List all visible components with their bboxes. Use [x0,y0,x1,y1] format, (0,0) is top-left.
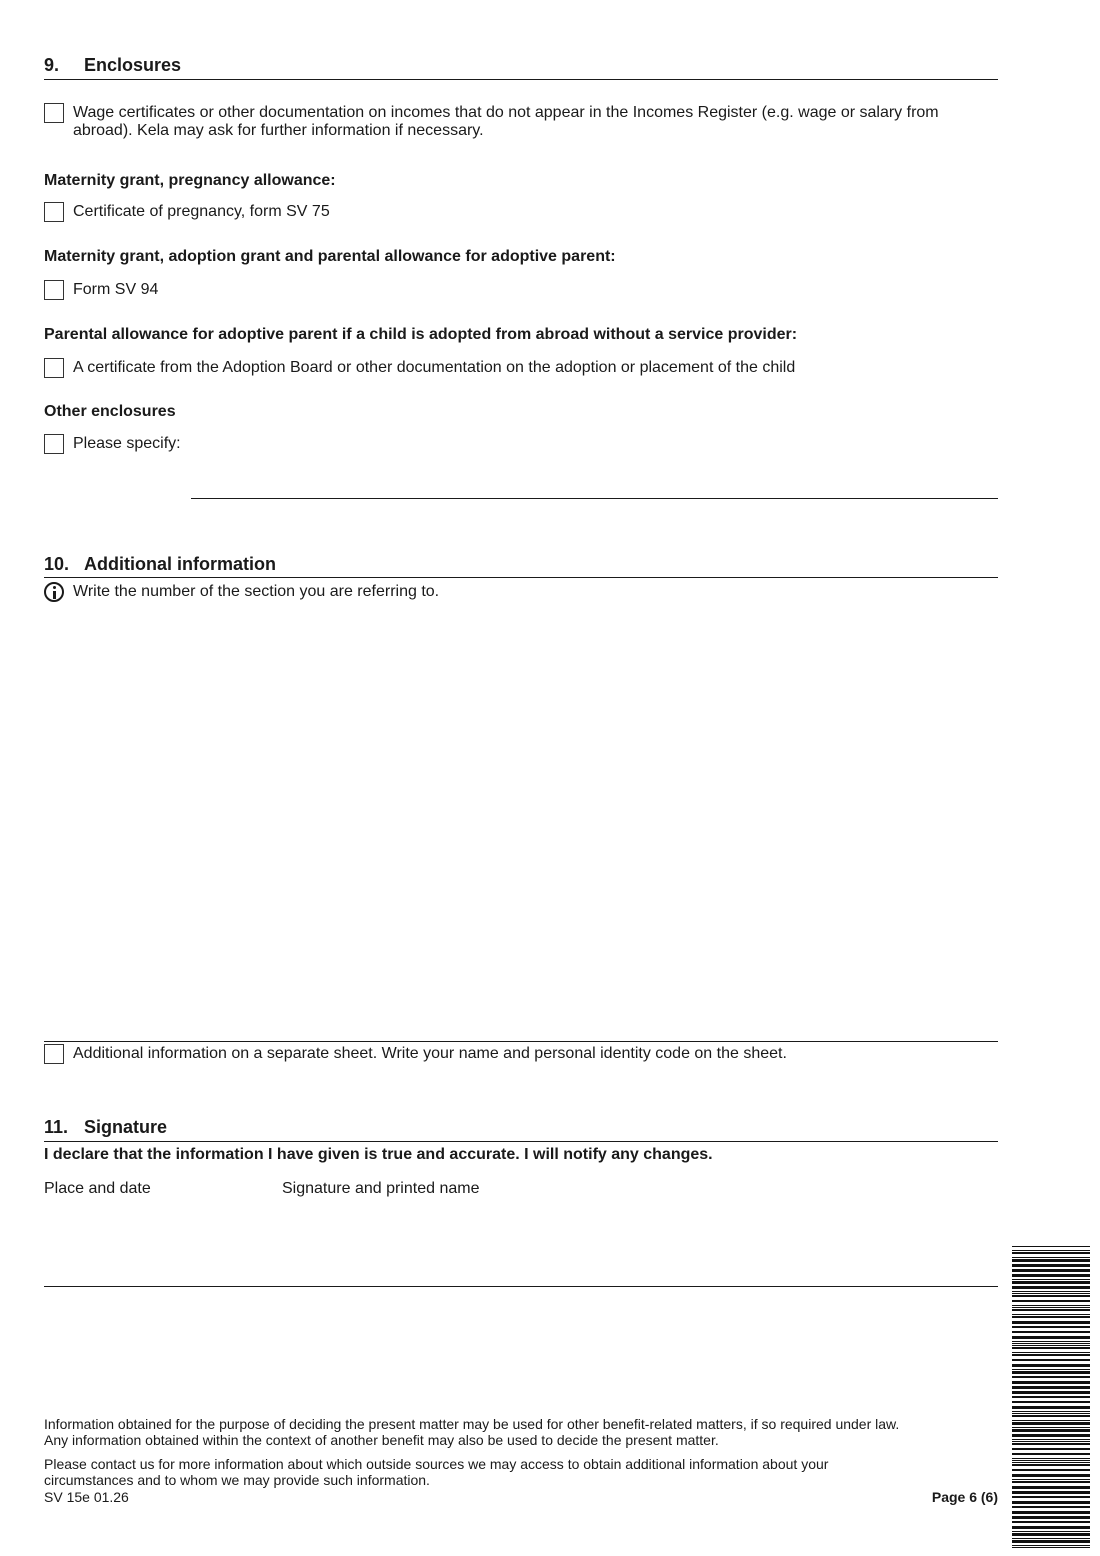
barcode-bar [1012,1506,1090,1508]
barcode-bar [1012,1526,1090,1529]
barcode-bar [1012,1413,1090,1414]
barcode-bar [1012,1386,1090,1389]
barcode-bar [1012,1533,1090,1536]
barcode-bar [1012,1307,1090,1308]
barcode-bar [1012,1354,1090,1356]
legal-notice-line-1: Information obtained for the purpose of deciding the present matter may be used for other benefit-related matters, if so required under law. [44,1416,900,1432]
wage-certificates-label: Wage certificates or other documentation on incomes that do not appear in the Incomes Register (e.g. wage or salary from [73,104,939,121]
barcode-bar [1012,1462,1090,1463]
barcode-bar [1012,1352,1090,1353]
section-11-heading [44,1117,167,1138]
contact-notice-line-1: Please contact us for more information about which outside sources we may access to obtain additional information about your [44,1456,829,1472]
barcode-bar [1012,1343,1090,1344]
barcode-bar [1012,1331,1090,1333]
barcode-bar [1012,1314,1090,1315]
additional-information-textarea[interactable] [44,604,998,1040]
barcode-bar [1012,1448,1090,1450]
barcode-bar [1012,1401,1090,1403]
barcode-bar [1012,1441,1090,1442]
barcode-bar [1012,1516,1090,1519]
barcode-bar [1012,1274,1090,1277]
place-and-date-field[interactable] [44,1200,274,1284]
barcode-bar [1012,1531,1090,1532]
barcode-bar [1012,1486,1090,1489]
barcode-bar [1012,1295,1090,1297]
wage-certificates-checkbox[interactable] [44,103,64,123]
barcode-bar [1012,1316,1090,1318]
barcode-bar [1012,1257,1090,1258]
section-10-heading [44,554,276,575]
barcode-bar [1012,1420,1090,1421]
barcode-bar [1012,1415,1090,1417]
form-code: SV 15e 01.26 [44,1489,129,1505]
other-enclosures-checkbox[interactable] [44,434,64,454]
barcode-bar [1012,1250,1090,1251]
barcode-bar [1012,1279,1090,1280]
barcode-bar [1012,1464,1090,1466]
barcode-bar [1012,1496,1090,1498]
barcode-bar [1012,1458,1090,1459]
adoption-abroad-heading: Parental allowance for adoptive parent if a child is adopted from abroad without a service provider: [44,326,798,343]
barcode-bar [1012,1479,1090,1480]
barcode-bar [1012,1481,1090,1483]
other-enclosures-heading: Other enclosures [44,403,176,420]
signature-field[interactable] [282,1200,998,1284]
barcode-bar [1012,1305,1090,1306]
barcode-bar [1012,1540,1090,1543]
barcode-bar [1012,1246,1090,1247]
section-number: 11. [44,1117,69,1137]
barcode-bar [1012,1376,1090,1378]
adoption-board-certificate-checkbox[interactable] [44,358,64,378]
page-number: Page 6 (6) [931,1489,998,1505]
form-sv94-checkbox[interactable] [44,280,64,300]
barcode-bar [1012,1252,1090,1254]
barcode-bar [1012,1321,1090,1324]
barcode-bar [1012,1391,1090,1394]
barcode-bar [1012,1264,1090,1267]
place-and-date-label: Place and date [44,1180,151,1197]
additional-information-bottom-line [44,1041,998,1042]
section-title: Enclosures [84,55,182,75]
barcode-bar [1012,1364,1090,1367]
barcode-bar [1012,1269,1090,1272]
barcode-bar [1012,1443,1090,1445]
barcode-bar [1012,1469,1090,1471]
barcode-bar [1012,1474,1090,1477]
barcode-bar [1012,1281,1090,1284]
signature-line [44,1286,998,1287]
barcode-bar [1012,1538,1090,1539]
separate-sheet-checkbox[interactable] [44,1044,64,1064]
legal-notice-line-2: Any information obtained within the context of another benefit may also be used to decide the present matter. [44,1432,719,1448]
barcode-bar [1012,1291,1090,1292]
barcode-bar [1012,1371,1090,1374]
section-9-heading [44,55,181,76]
barcode-bar [1012,1460,1090,1461]
barcode-bar [1012,1259,1090,1262]
signature-label: Signature and printed name [282,1180,480,1197]
barcode-bar [1012,1429,1090,1432]
adoption-grant-heading: Maternity grant, adoption grant and parental allowance for adoptive parent: [44,248,616,265]
barcode-bar [1012,1427,1090,1428]
barcode-bar [1012,1511,1090,1514]
info-icon [44,582,64,602]
barcode-bar [1012,1347,1090,1349]
barcode-bar [1012,1359,1090,1361]
other-enclosures-specify-field[interactable] [191,498,998,499]
section-title: Additional information [84,554,276,574]
pregnancy-certificate-checkbox[interactable] [44,202,64,222]
barcode-bar [1012,1453,1090,1455]
barcode-bar [1012,1345,1090,1346]
barcode-bar [1012,1396,1090,1398]
maternity-grant-heading: Maternity grant, pregnancy allowance: [44,172,336,189]
section-number: 10. [44,554,70,574]
barcode-bar [1012,1439,1090,1440]
section-divider [44,1141,998,1142]
separate-sheet-label: Additional information on a separate sheet. Write your name and personal identity code on the sheet. [73,1045,787,1062]
contact-notice-line-2: circumstances and to whom we may provide such information. [44,1472,430,1488]
barcode-bar [1012,1341,1090,1342]
other-enclosures-label: Please specify: [73,435,181,452]
barcode-bar [1012,1411,1090,1412]
section-divider [44,577,998,578]
barcode-bar [1012,1521,1090,1523]
form-sv94-label: Form SV 94 [73,281,159,298]
barcode-bar [1012,1491,1090,1494]
barcode-bar [1012,1501,1090,1504]
section-title: Signature [84,1117,168,1137]
section-number: 9. [44,55,60,75]
barcode-bar [1012,1434,1090,1437]
section-10-hint: Write the number of the section you are referring to. [73,583,440,600]
barcode [1012,1246,1090,1548]
pregnancy-certificate-label: Certificate of pregnancy, form SV 75 [73,203,330,220]
barcode-bar [1012,1406,1090,1409]
barcode-bar [1012,1381,1090,1384]
section-divider [44,79,998,80]
barcode-bar [1012,1286,1090,1289]
barcode-bar [1012,1422,1090,1425]
wage-certificates-label-cont: abroad). Kela may ask for further information if necessary. [73,122,484,139]
adoption-board-certificate-label: A certificate from the Adoption Board or other documentation on the adoption or placement of the child [73,359,796,376]
barcode-bar [1012,1309,1090,1311]
barcode-bar [1012,1293,1090,1294]
barcode-bar [1012,1547,1090,1548]
barcode-bar [1012,1545,1090,1546]
barcode-bar [1012,1300,1090,1302]
barcode-bar [1012,1336,1090,1339]
declaration-text: I declare that the information I have given is true and accurate. I will notify any changes. [44,1146,713,1163]
barcode-bar [1012,1369,1090,1370]
barcode-bar [1012,1326,1090,1328]
